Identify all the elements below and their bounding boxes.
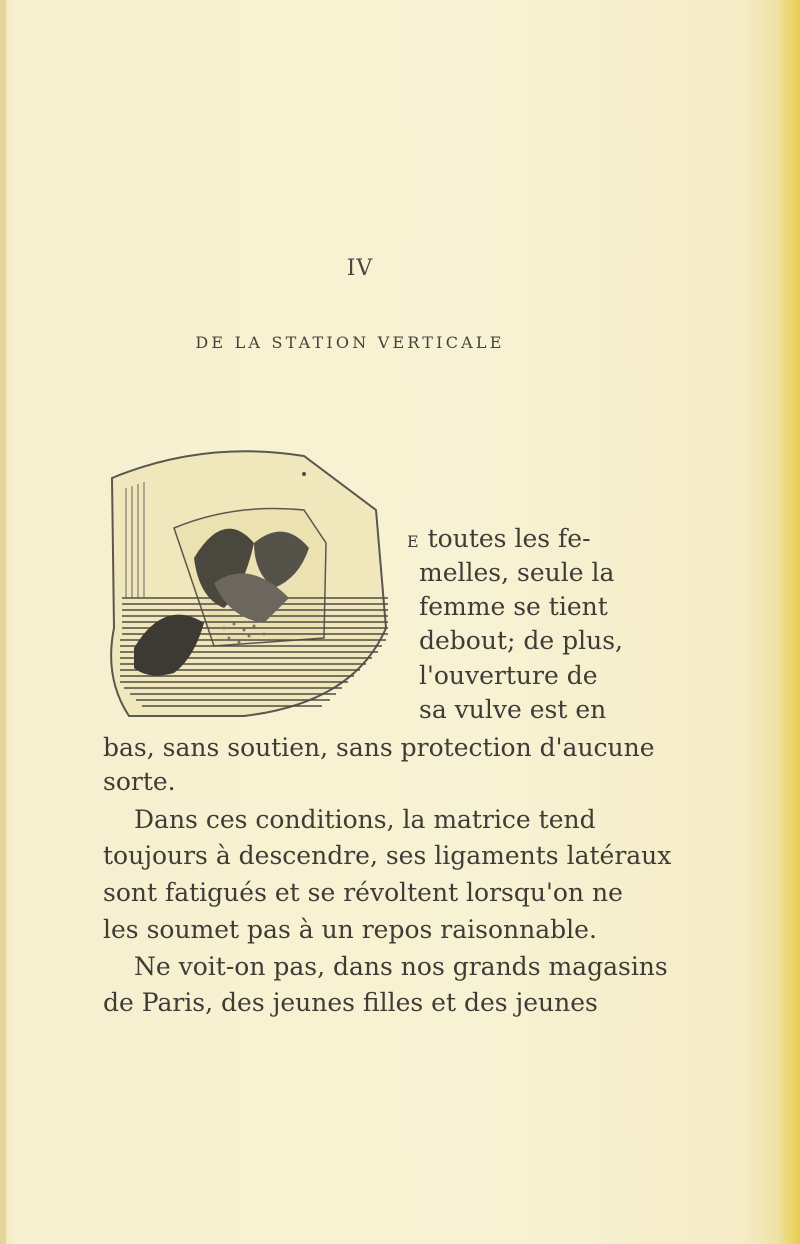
- text-line: sa vulve est en: [419, 695, 607, 724]
- text-line-rest: toutes les fe-: [419, 524, 591, 553]
- page-right-edge: [778, 0, 800, 1244]
- text-line: femme se tient: [419, 592, 608, 621]
- chapter-number: IV: [346, 256, 374, 281]
- text-line: bas, sans soutien, sans protection d'aucune: [103, 733, 655, 762]
- text-line: [407, 524, 591, 557]
- page-left-edge: [0, 0, 6, 1244]
- text-line: melles, seule la: [419, 558, 615, 587]
- text-line: de Paris, des jeunes filles et des jeunes: [103, 988, 598, 1017]
- text-line: debout; de plus,: [419, 626, 623, 655]
- text-line: toujours à descendre, ses ligaments latéraux: [103, 841, 672, 870]
- decorative-initial-illustration-icon: [104, 448, 394, 738]
- chapter-title: DE LA STATION VERTICALE: [195, 333, 505, 352]
- text-line: Dans ces conditions, la matrice tend: [134, 805, 596, 834]
- text-line: Ne voit-on pas, dans nos grands magasins: [134, 952, 668, 981]
- text-line: sont fatigués et se révoltent lorsqu'on ne: [103, 878, 623, 907]
- text-line: l'ouverture de: [419, 661, 598, 690]
- text-line: sorte.: [103, 767, 176, 796]
- drop-initial: E: [407, 532, 420, 551]
- text-line: les soumet pas à un repos raisonnable.: [103, 915, 597, 944]
